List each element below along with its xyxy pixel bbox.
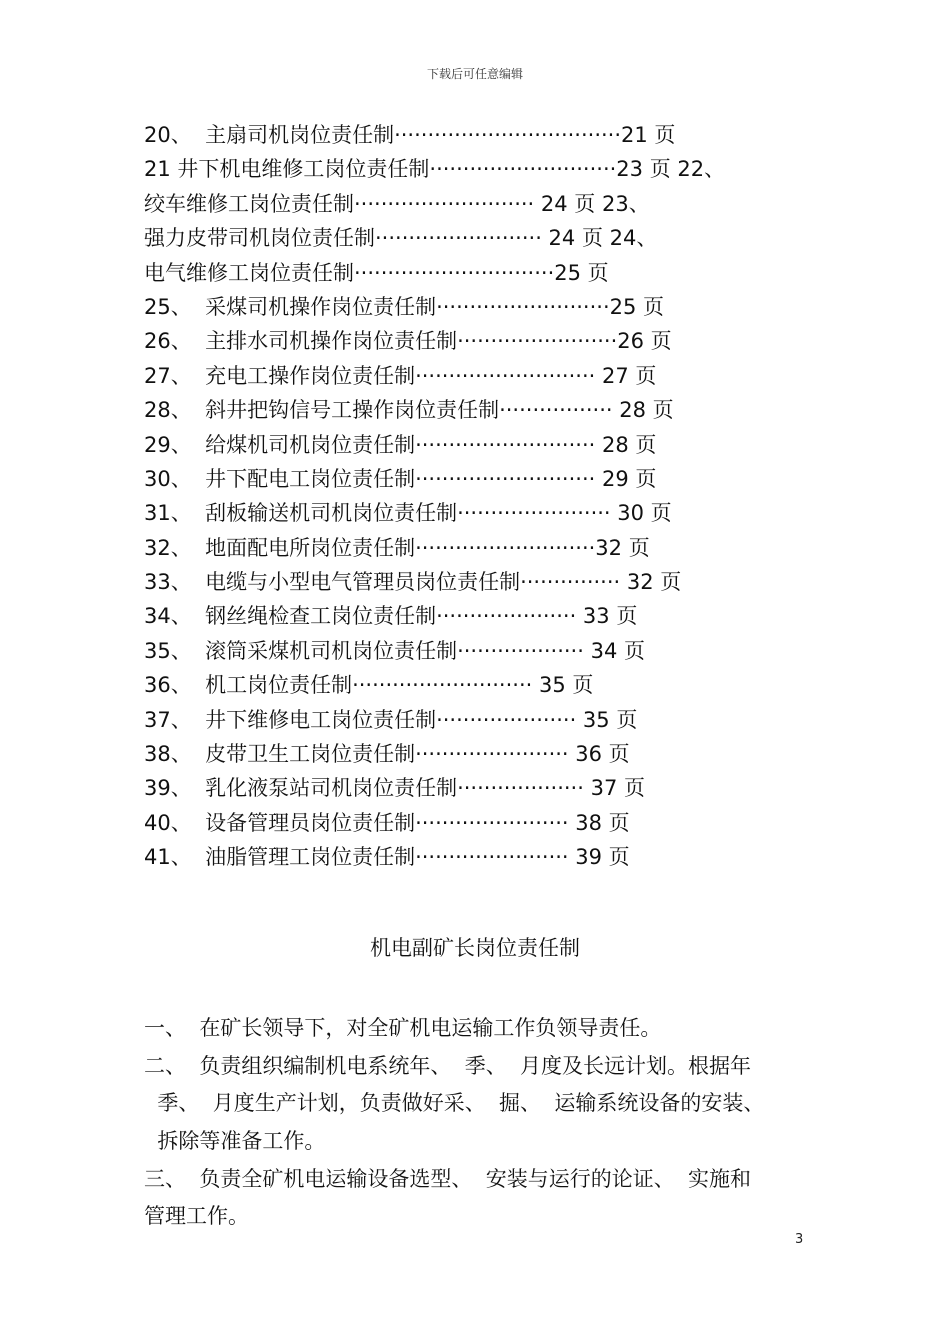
toc-line: 绞车维修工岗位责任制··························· 24 页 23、 <box>144 191 650 216</box>
toc-line: 电气维修工岗位责任制······························25 页 <box>144 260 609 285</box>
section-title: 机电副矿长岗位责任制 <box>370 936 580 960</box>
paragraph-line: 一、 在矿长领导下，对全矿机电运输工作负领导责任。 <box>144 1016 662 1040</box>
toc-line: 39、 乳化液泵站司机岗位责任制··················· 37 页 <box>144 776 645 801</box>
paragraph-line: 管理工作。 <box>144 1204 249 1229</box>
toc-line: 41、 油脂管理工岗位责任制······················· 39 页 <box>144 845 630 870</box>
paragraph-line: 季、 月度生产计划，负责做好采、 掘、 运输系统设备的安装、 <box>144 1091 765 1116</box>
toc-line: 27、 充电工操作岗位责任制··························· 27 页 <box>144 363 657 388</box>
body-text <box>144 1010 824 1236</box>
toc-line: 33、 电缆与小型电气管理员岗位责任制··············· 32 页 <box>144 570 682 595</box>
toc-line: 28、 斜井把钩信号工操作岗位责任制················· 28 页 <box>144 398 674 423</box>
paragraph-line: 二、 负责组织编制机电系统年、 季、 月度及长远计划。根据年 <box>144 1053 752 1078</box>
page-number: 3 <box>795 1232 804 1247</box>
toc-line: 26、 主排水司机操作岗位责任制························26 页 <box>144 329 672 354</box>
paragraph-line: 拆除等准备工作。 <box>144 1129 326 1154</box>
toc-line: 强力皮带司机岗位责任制························· 24 页 24、 <box>144 226 658 251</box>
toc-line: 20、 主扇司机岗位责任制··································21 页 <box>144 123 676 147</box>
toc-line: 30、 井下配电工岗位责任制··························· 29 页 <box>144 466 657 491</box>
toc-line: 29、 给煤机司机岗位责任制··························· 28 页 <box>144 432 657 457</box>
toc-line: 35、 滚筒采煤机司机岗位责任制··················· 34 页 <box>144 638 645 663</box>
toc-line: 37、 井下维修电工岗位责任制····················· 35 页 <box>144 707 638 732</box>
toc-line: 31、 刮板输送机司机岗位责任制······················· 30 页 <box>144 501 672 526</box>
toc-line: 40、 设备管理员岗位责任制······················· 38 页 <box>144 810 630 835</box>
toc-line: 38、 皮带卫生工岗位责任制······················· 36 页 <box>144 742 630 767</box>
toc-line: 34、 钢丝绳检查工岗位责任制····················· 33 页 <box>144 604 638 629</box>
table-of-contents <box>144 118 824 875</box>
page-header: 下载后可任意编辑 <box>426 67 523 81</box>
toc-line: 21 井下机电维修工岗位责任制····························23 页 22、 <box>144 157 726 182</box>
toc-line: 25、 采煤司机操作岗位责任制··························25 页 <box>144 294 665 319</box>
paragraph-line: 三、 负责全矿机电运输设备选型、 安装与运行的论证、 实施和 <box>144 1166 752 1191</box>
toc-line: 32、 地面配电所岗位责任制···························32 页 <box>144 535 650 560</box>
toc-line: 36、 机工岗位责任制··························· 35 页 <box>144 673 594 698</box>
